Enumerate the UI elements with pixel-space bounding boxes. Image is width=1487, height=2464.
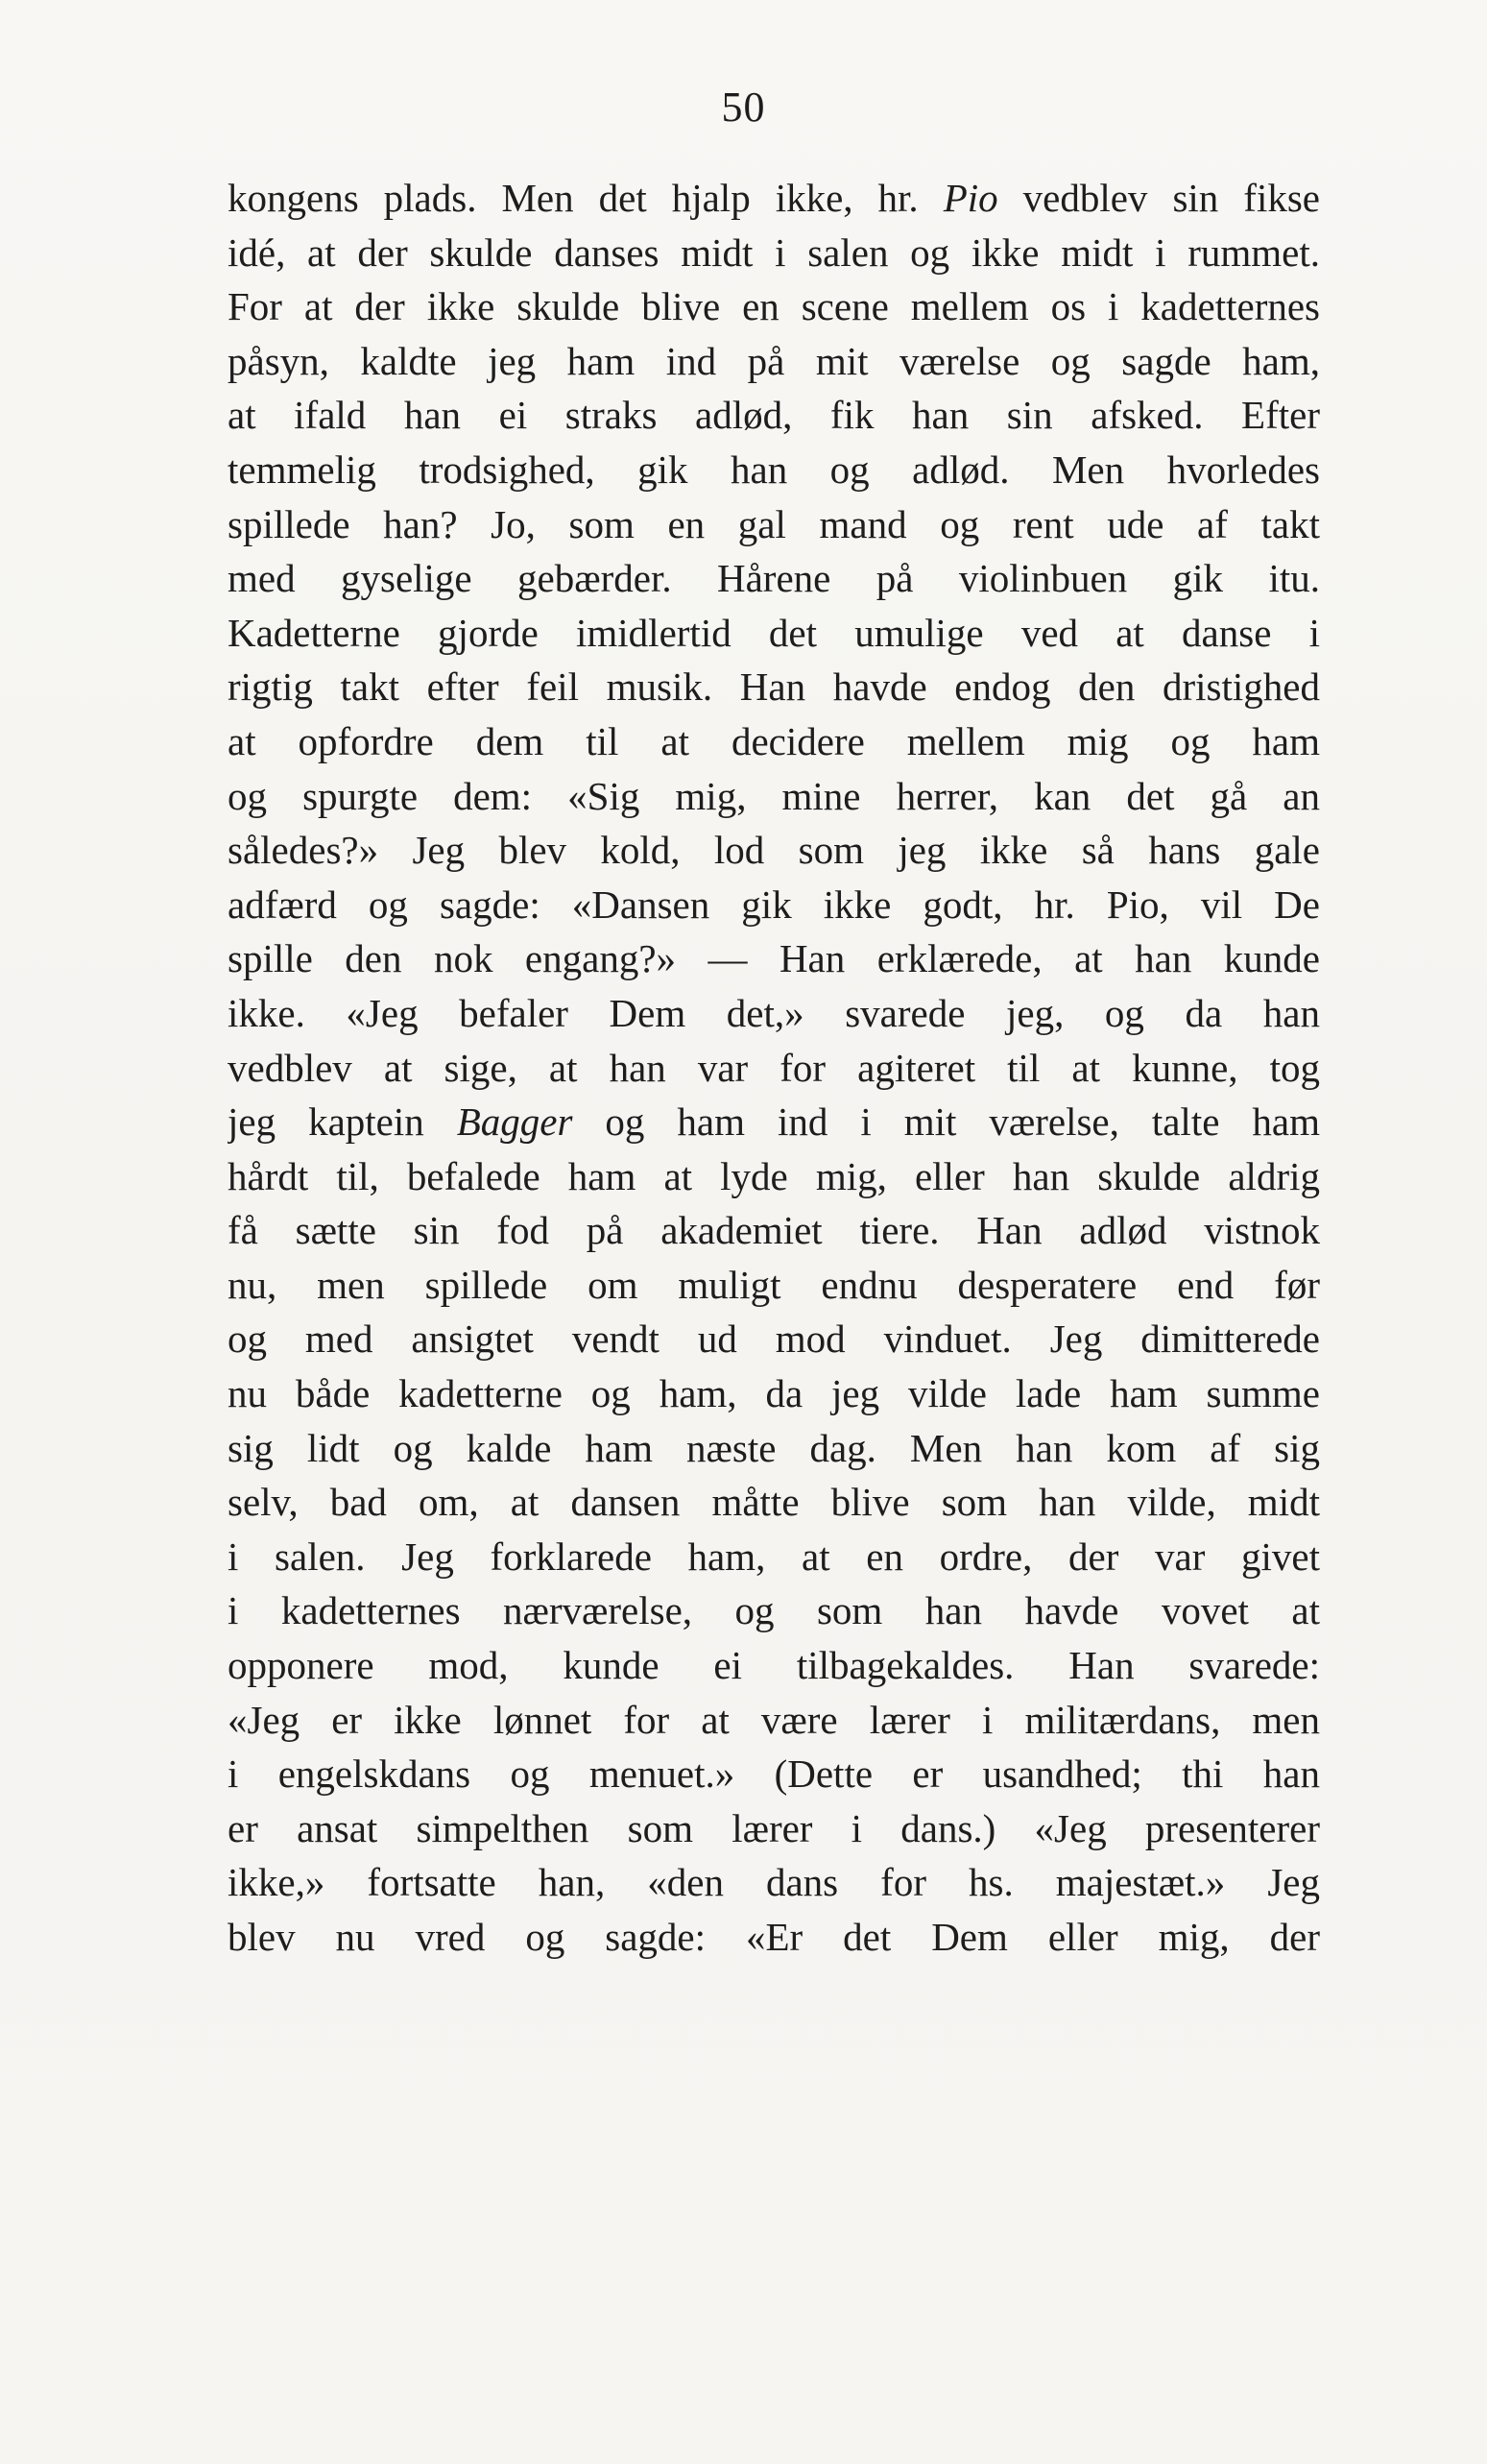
- text-segment: i engelskdans og menuet.» (Dette er usandhed; thi han: [228, 1751, 1320, 1797]
- text-segment: få sætte sin fod på akademiet tiere. Han adlød vistnok: [228, 1208, 1320, 1253]
- text-line: [228, 1095, 1320, 1149]
- text-line: [228, 823, 1320, 878]
- text-line: [228, 1041, 1320, 1096]
- text-line: [228, 334, 1320, 389]
- text-segment: og spurgte dem: «Sig mig, mine herrer, kan det gå an: [228, 773, 1320, 818]
- text-segment: selv, bad om, at dansen måtte blive som han vilde, midt: [228, 1480, 1320, 1525]
- text-line: [228, 443, 1320, 497]
- text-segment: idé, at der skulde danses midt i salen og ikke midt i rummet.: [228, 229, 1320, 275]
- text-segment: således?» Jeg blev kold, lod som jeg ikke så hans gale: [228, 828, 1320, 873]
- text-segment: spille den nok engang?» — Han erklærede, at han kunde: [228, 936, 1320, 981]
- text-segment: nu, men spillede om muligt endnu desperatere end før: [228, 1262, 1320, 1307]
- text-line: [228, 1855, 1320, 1910]
- text-segment: adfærd og sagde: «Dansen gik ikke godt, hr. Pio, vil De: [228, 882, 1320, 927]
- text-line: [228, 1530, 1320, 1584]
- page-number: 50: [721, 84, 766, 131]
- text-segment: vedblev at sige, at han var for agiteret til at kunne, tog: [228, 1045, 1320, 1090]
- text-segment: at ifald han ei straks adlød, fik han sin afsked. Efter: [228, 393, 1320, 438]
- text-segment: For at der ikke skulde blive en scene mellem os i kadetternes: [228, 284, 1320, 329]
- text-line: [228, 986, 1320, 1041]
- text-line: [228, 1583, 1320, 1638]
- text-segment: kongens plads. Men det hjalp ikke, hr.: [228, 176, 944, 220]
- text-segment: er ansat simpelthen som lærer i dans.) «Jeg presenterer: [228, 1805, 1320, 1850]
- text-segment: ikke,» fortsatte han, «den dans for hs. majestæt.» Jeg: [228, 1860, 1320, 1905]
- text-line: [228, 1693, 1320, 1748]
- text-line: [228, 171, 1320, 226]
- text-line: [228, 1475, 1320, 1530]
- text-line: [228, 1366, 1320, 1421]
- text-line: [228, 388, 1320, 443]
- text-segment: temmelig trodsighed, gik han og adlød. Men hvorledes: [228, 447, 1320, 492]
- text-line: [228, 769, 1320, 824]
- text-line: [228, 606, 1320, 661]
- text-segment: «Jeg er ikke lønnet for at være lærer i militærdans, men: [228, 1697, 1320, 1742]
- text-line: [228, 279, 1320, 334]
- body-text: [228, 171, 1320, 1965]
- text-segment: ikke. «Jeg befaler Dem det,» svarede jeg, og da han: [228, 990, 1320, 1035]
- text-segment: og ham ind i mit værelse, talte ham: [572, 1099, 1320, 1145]
- text-segment: hårdt til, befalede ham at lyde mig, eller han skulde aldrig: [228, 1153, 1320, 1198]
- text-segment: rigtig takt efter feil musik. Han havde endog den dristighed: [228, 664, 1320, 710]
- text-line: [228, 1258, 1320, 1313]
- text-segment: spillede han? Jo, som en gal mand og rent ude af takt: [228, 501, 1320, 546]
- text-line: [228, 714, 1320, 769]
- text-line: [228, 551, 1320, 606]
- text-segment: påsyn, kaldte jeg ham ind på mit værelse og sagde ham,: [228, 338, 1320, 383]
- text-line: [228, 226, 1320, 280]
- text-line: [228, 497, 1320, 552]
- text-segment: med gyselige gebærder. Hårene på violinbuen gik itu.: [228, 556, 1320, 601]
- text-segment: at opfordre dem til at decidere mellem mig og ham: [228, 718, 1320, 763]
- text-segment: sig lidt og kalde ham næste dag. Men han kom af sig: [228, 1425, 1320, 1470]
- text-segment: i kadetternes nærværelse, og som han havde vovet at: [228, 1588, 1320, 1633]
- text-line: [228, 660, 1320, 714]
- text-line: [228, 1312, 1320, 1366]
- text-line: [228, 1421, 1320, 1476]
- text-line: [228, 1747, 1320, 1801]
- text-segment: jeg kaptein: [228, 1099, 457, 1145]
- text-segment: i salen. Jeg forklarede ham, at en ordre, der var givet: [228, 1534, 1320, 1579]
- text-segment: Kadetterne gjorde imidlertid det umulige ved at danse i: [228, 610, 1320, 655]
- text-segment: blev nu vred og sagde: «Er det Dem eller mig, der: [228, 1915, 1320, 1959]
- text-segment: vedblev sin fikse: [997, 176, 1320, 220]
- text-segment: nu både kadetterne og ham, da jeg vilde lade ham summe: [228, 1371, 1320, 1416]
- italic-name: Pio: [943, 176, 998, 220]
- text-line: [228, 1638, 1320, 1693]
- text-segment: og med ansigtet vendt ud mod vinduet. Jeg dimitterede: [228, 1317, 1320, 1362]
- italic-name: Bagger: [456, 1099, 573, 1145]
- text-line: [228, 1801, 1320, 1856]
- text-line: [228, 878, 1320, 932]
- text-line: [228, 1203, 1320, 1258]
- text-line: [228, 1149, 1320, 1204]
- text-line: [228, 1910, 1320, 1965]
- text-line: [228, 931, 1320, 986]
- text-segment: opponere mod, kunde ei tilbagekaldes. Han svarede:: [228, 1643, 1320, 1688]
